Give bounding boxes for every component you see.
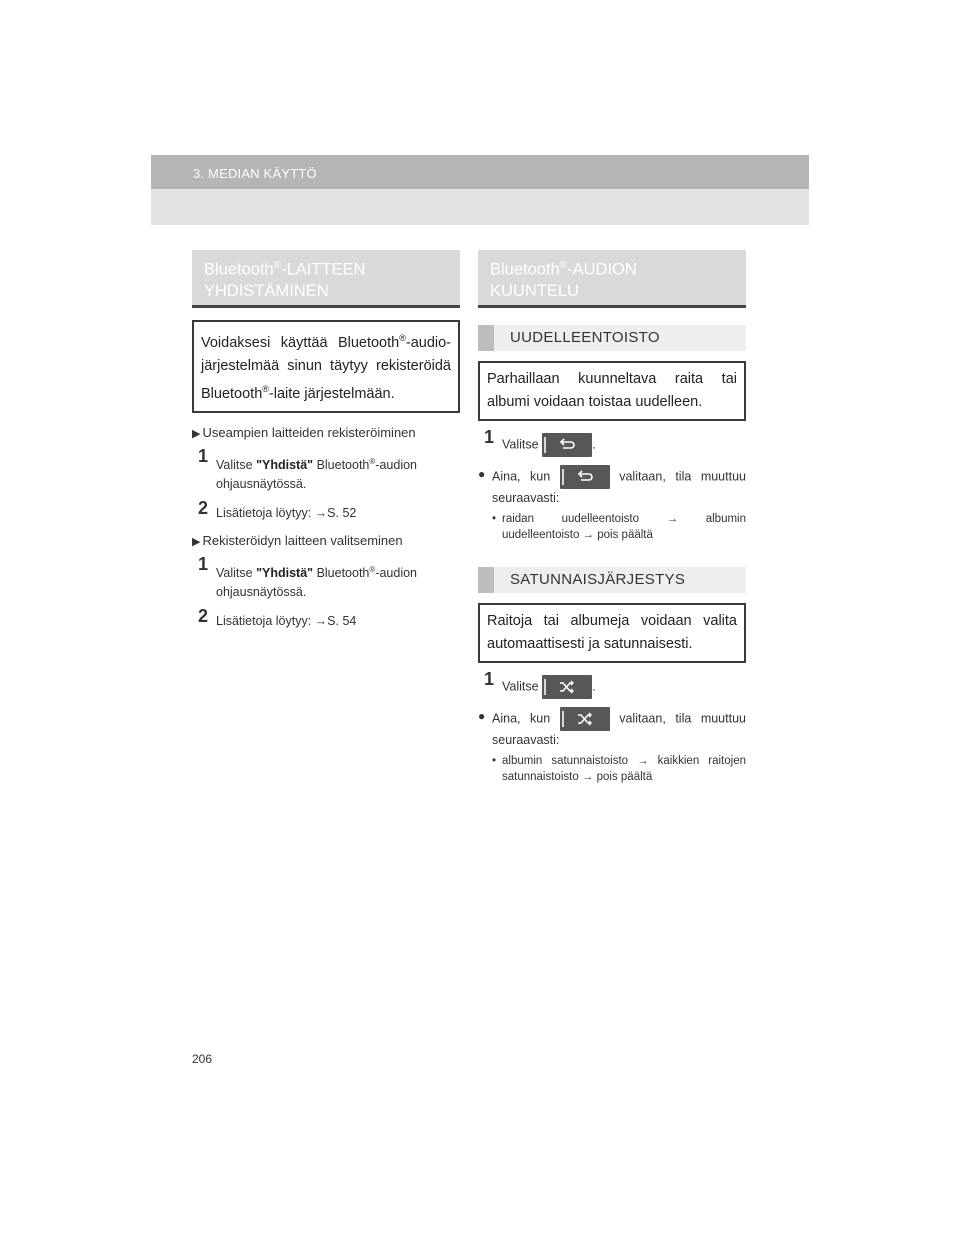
repeat-sequence: • raidan uudelleentoisto → albumin uudelleentoisto → pois päältä (492, 513, 746, 541)
step-1: 1 Valitse "Yhdistä" Bluetooth®-audion ohjausnäytössä. (198, 445, 417, 491)
repeat-bullet: ● Aina, kun valitaan, tila muuttuu seuraavasti: (478, 467, 746, 505)
repeat-button-icon (560, 465, 610, 489)
page-number: 206 (192, 1052, 213, 1066)
repeat-step-1: 1 Valitse . (478, 433, 746, 457)
arrow-right-icon: ▶ (192, 427, 201, 440)
subheading-select-device: ▶ Rekisteröidyn laitteen valitseminen (192, 532, 403, 548)
repeat-box: Parhaillaan kuunneltava raita tai albumi voidaan toistaa uudelleen. (478, 361, 746, 421)
right-column (478, 250, 746, 785)
chapter-title: 3. MEDIAN KÄYTTÖ (193, 166, 317, 181)
arrow-right-icon: ▶ (192, 535, 201, 548)
left-column (192, 250, 460, 631)
section-title-pairing: Bluetooth®-LAITTEEN YHDISTÄMINEN (192, 250, 460, 308)
header-band (151, 189, 809, 225)
shuffle-button-icon (542, 675, 592, 699)
step-2: 2 Lisätietoja löytyy: →S. 52 (198, 497, 357, 520)
shuffle-sequence: • albumin satunnaistoisto → kaikkien raitojen satunnaistoisto → pois päältä (492, 755, 746, 783)
step-4: 2 Lisätietoja löytyy: →S. 54 (198, 605, 357, 628)
subsection-shuffle: SATUNNAISJÄRJESTYS (478, 567, 746, 593)
header-bar (151, 155, 809, 189)
shuffle-box: Raitoja tai albumeja voidaan valita automaattisesti ja satunnaisesti. (478, 603, 746, 663)
subheading-multiple-devices: ▶ Useampien laitteiden rekisteröiminen (192, 424, 416, 440)
intro-box: Voidaksesi käyttää Bluetooth®-audio-järjestelmää sinun täytyy rekisteröidä Bluetooth®-laite järjestelmään. (192, 320, 460, 413)
section-title-listening: Bluetooth®-AUDION KUUNTELU (478, 250, 746, 308)
shuffle-button-icon (560, 707, 610, 731)
step-3: 1 Valitse "Yhdistä" Bluetooth®-audion ohjausnäytössä. (198, 553, 417, 599)
shuffle-step-1: 1 Valitse . (478, 675, 746, 699)
subsection-repeat: UUDELLEENTOISTO (478, 325, 746, 351)
repeat-button-icon (542, 433, 592, 457)
shuffle-bullet: ● Aina, kun valitaan, tila muuttuu seuraavasti: (478, 709, 746, 747)
